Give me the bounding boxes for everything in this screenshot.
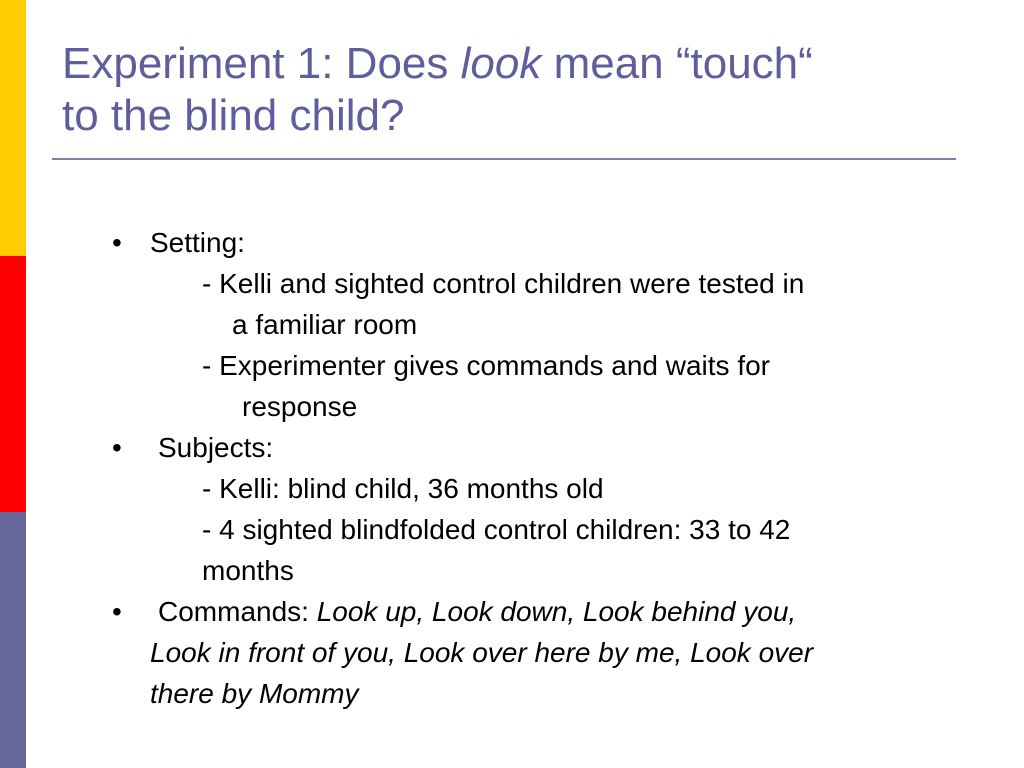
title-line-1: [62, 38, 962, 90]
setting-item: - Kelli and sighted control children were tested in: [202, 268, 805, 299]
bullet-marker: •: [112, 432, 122, 463]
title-line-2: to the blind child?: [62, 91, 405, 140]
subjects-item: months: [202, 555, 294, 586]
commands-line-1: [158, 591, 796, 632]
subjects-label: Subjects:: [158, 432, 274, 463]
subjects-item: - Kelli: blind child, 36 months old: [202, 473, 604, 504]
title-text-before: Experiment 1: Does: [62, 39, 461, 88]
commands-list: Look up, Look down, Look behind you,: [316, 596, 797, 627]
title-divider: [52, 158, 956, 160]
accent-bar-blue: [0, 512, 26, 768]
title-text-after: mean “touch“: [541, 39, 813, 88]
accent-bar-yellow: [0, 0, 26, 256]
title-emphasis-look: look: [460, 39, 542, 88]
commands-line-3: there by Mommy: [150, 678, 359, 709]
setting-item: response: [242, 391, 358, 422]
subjects-item: - 4 sighted blindfolded control children: 33 to 42: [202, 514, 791, 545]
bullet-marker: •: [112, 227, 122, 258]
setting-item: a familiar room: [232, 309, 418, 340]
setting-label: Setting:: [150, 227, 245, 258]
slide-title: [62, 38, 962, 142]
accent-bar-red: [0, 256, 26, 512]
commands-line-2: Look in front of you, Look over here by me, Look over: [150, 637, 814, 668]
commands-label: Commands:: [158, 596, 317, 627]
bullet-marker: •: [112, 596, 122, 627]
setting-item: - Experimenter gives commands and waits for: [202, 350, 770, 381]
